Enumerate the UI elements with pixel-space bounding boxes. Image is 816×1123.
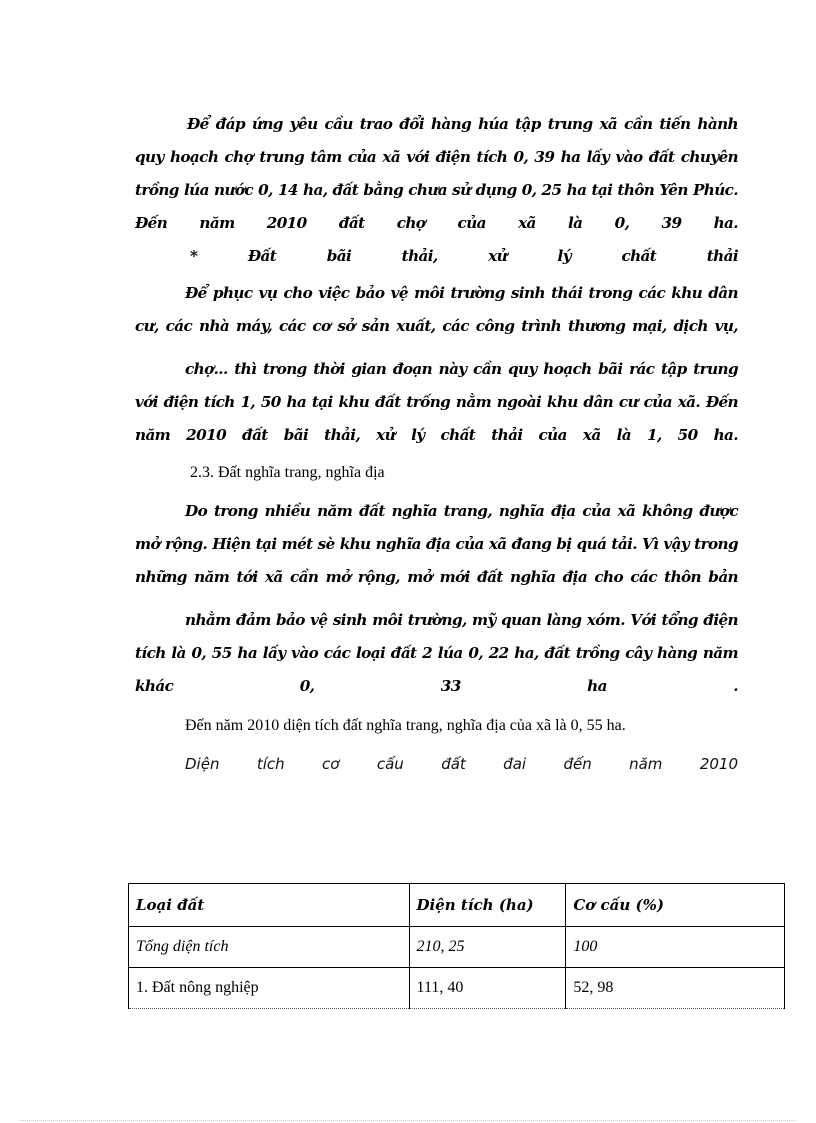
table-row	[129, 927, 785, 968]
paragraph-line: nhằm đảm bảo vệ sinh môi trường, mỹ quan làng xóm. Với tổng điện	[185, 611, 738, 629]
paragraph-line: cư, các nhà máy, các cơ sở sản xuất, các công trình thương mại, dịch vụ,	[135, 317, 738, 335]
table-row	[129, 968, 785, 1009]
section-heading: 2.3. Đất nghĩa trang, nghĩa địa	[190, 464, 385, 481]
table-header-cell: Loại đất	[129, 884, 410, 927]
paragraph-line: tích là 0, 55 ha lấy vào các loại đất 2 lúa 0, 22 ha, đất trồng cây hàng năm	[135, 644, 738, 662]
land-structure-table	[128, 883, 785, 1009]
heading-waste-text: * Đất bãi thải, xử lý chất thải	[190, 247, 738, 265]
heading-waste	[135, 240, 738, 273]
table-cell: 210, 25	[409, 927, 566, 968]
paragraph-line: những năm tới xã cần mở rộng, mở mới đất nghĩa địa cho các thôn bản	[135, 568, 738, 586]
table-cell: 1. Đất nông nghiệp	[129, 968, 410, 1009]
paragraph-line: chợ... thì trong thời gian đoạn này cần quy hoạch bãi rác tập trung	[185, 360, 738, 378]
table-cell: 100	[566, 927, 785, 968]
paragraph-line: khác 0, 33 ha .	[135, 677, 738, 695]
table-cell: Tổng diện tích	[129, 927, 410, 968]
paragraph-line: mở rộng. Hiện tại mét sè khu nghĩa địa của xã đang bị quá tải. Vì vậy trong	[135, 535, 738, 553]
table-cell: 111, 40	[409, 968, 566, 1009]
paragraph-line: Để phục vụ cho việc bảo vệ môi trường sinh thái trong các khu dân	[185, 284, 738, 302]
paragraph-line: với điện tích 1, 50 ha tại khu đất trống nằm ngoài khu dân cư của xã. Đến	[135, 393, 738, 411]
paragraph-line: Đến năm 2010 đất chợ của xã là 0, 39 ha.	[135, 214, 738, 232]
paragraph-line: trồng lúa nước 0, 14 ha, đất bằng chưa sử dụng 0, 25 ha tại thôn Yên Phúc.	[135, 181, 738, 199]
document-body	[135, 108, 738, 781]
paragraph-line: Do trong nhiều năm đất nghĩa trang, nghĩa địa của xã không được	[185, 502, 738, 520]
paragraph-summary: Đến năm 2010 diện tích đất nghĩa trang, nghĩa địa của xã là 0, 55 ha.	[185, 717, 626, 734]
paragraph-cemetery	[135, 495, 738, 703]
table-cell: 52, 98	[566, 968, 785, 1009]
paragraph-market	[135, 108, 738, 240]
table-header-cell: Diện tích (ha)	[409, 884, 566, 927]
paragraph-line: quy hoạch chợ trung tâm của xã với điện tích 0, 39 ha lấy vào đất chuyên	[135, 148, 738, 166]
paragraph-line: Để đáp ứng yêu cầu trao đổi hàng húa tập trung xã cần tiến hành	[187, 115, 738, 133]
table-header-cell: Cơ cấu (%)	[566, 884, 785, 927]
table-header-row	[129, 884, 785, 927]
page-bottom-divider	[20, 1120, 796, 1121]
table-title: Diện tích cơ cấu đất đai đến năm 2010	[185, 755, 738, 773]
paragraph-waste	[135, 277, 738, 452]
paragraph-line: năm 2010 đất bãi thải, xử lý chất thải của xã là 1, 50 ha.	[135, 426, 738, 444]
